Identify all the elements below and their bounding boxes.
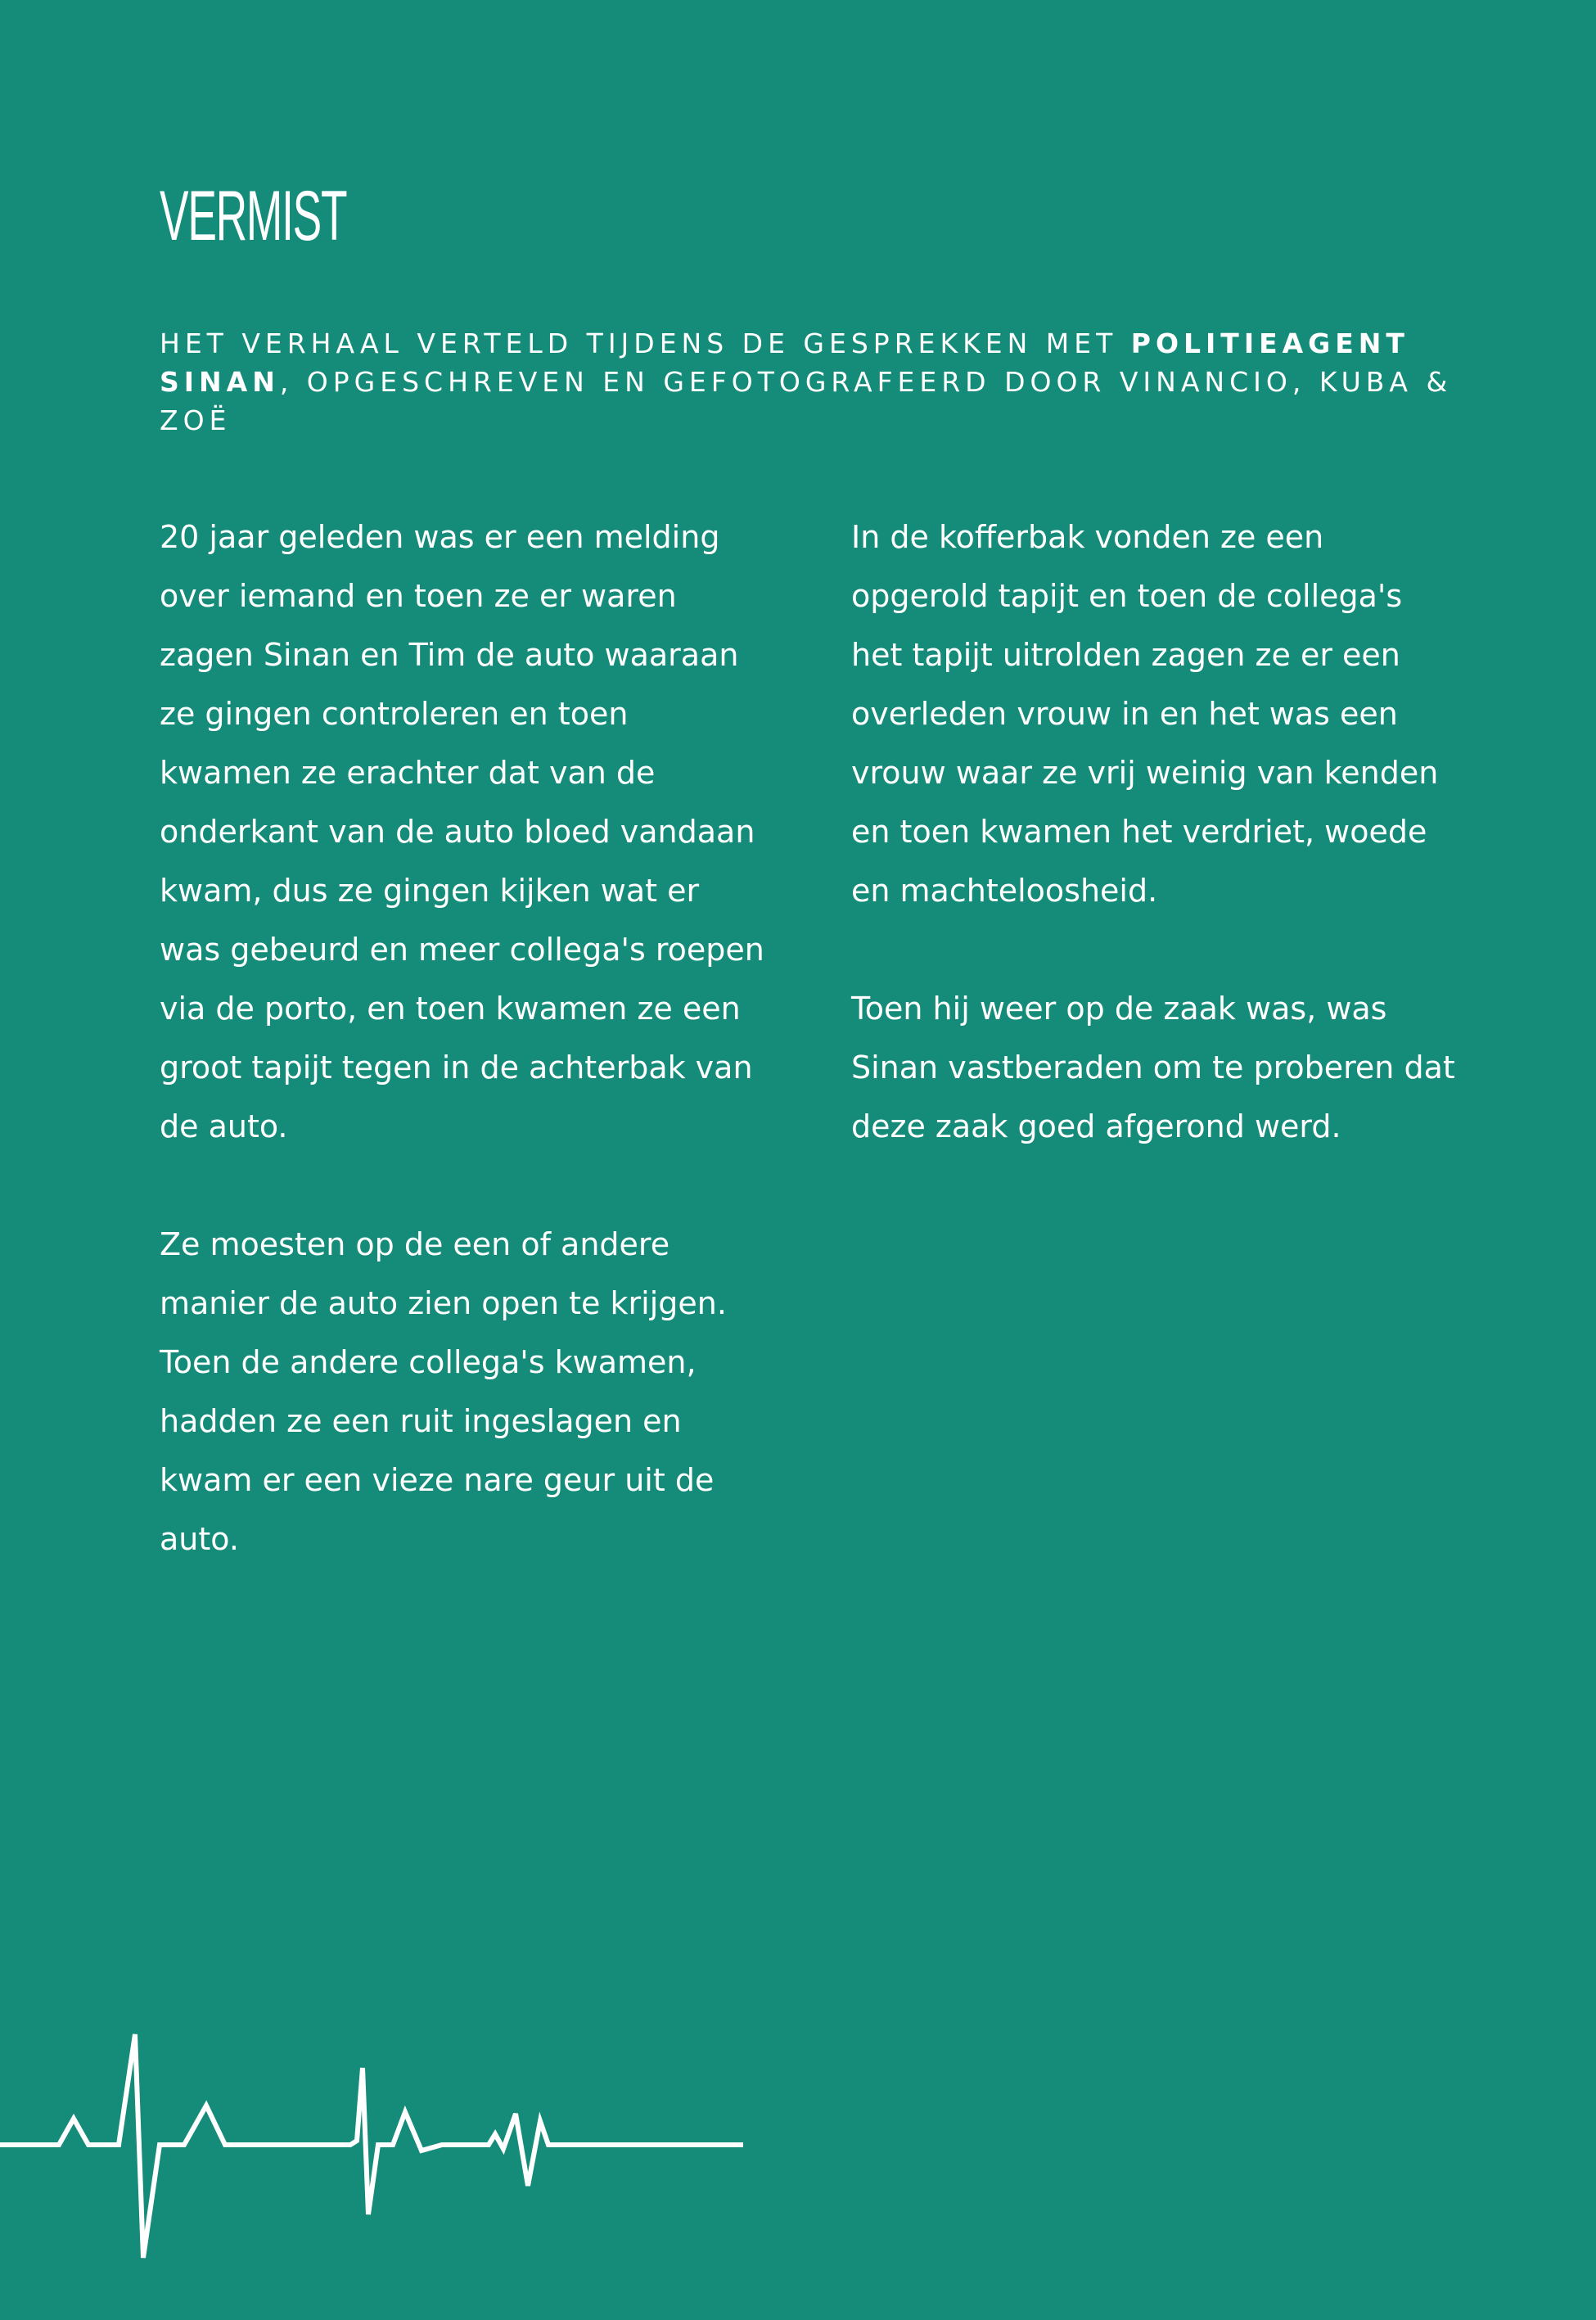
subtitle-part-1: HET VERHAAL VERTELD TIJDENS DE GESPREKKEN MET [160,327,1131,359]
subtitle-part-2: , OPGESCHREVEN EN GEFOTOGRAFEERD DOOR VINANCIO, KUBA & ZOË [160,366,1453,436]
left-column [160,508,765,1627]
article-subtitle [160,324,1486,440]
paragraph: In de kofferbak vonden ze een opgerold tapijt en toen de collega's het tapijt uitrolden zagen ze er een overleden vrouw in en het was een vrouw waar ze vrij weinig van kenden en toen kwamen het verdriet, woede en machteloosheid. [851,519,1439,909]
heartbeat-line-icon [0,2022,753,2268]
paragraph: Toen hij weer op de zaak was, was Sinan vastberaden om te proberen dat deze zaak goed afgerond werd. [851,991,1455,1144]
paragraph: 20 jaar geleden was er een melding over iemand en toen ze er waren zagen Sinan en Tim de auto waaraan ze gingen controleren en toen kwamen ze erachter dat van de onderkant van de auto bloed vandaan kwam, dus ze gingen kijken wat er was gebeurd en meer collega's roepen via de porto, en toen kwamen ze een groot tapijt tegen in de achterbak van de auto. [160,519,764,1144]
article-title: VERMIST [160,177,347,255]
subtitle-bold-name: POLITIEAGENT SINAN [160,327,1409,398]
right-column [851,508,1457,1215]
paragraph: Ze moesten op de een of andere manier de auto zien open te krijgen. Toen de andere collega's kwamen, hadden ze een ruit ingeslagen en kwam er een vieze nare geur uit de auto. [160,1226,727,1557]
